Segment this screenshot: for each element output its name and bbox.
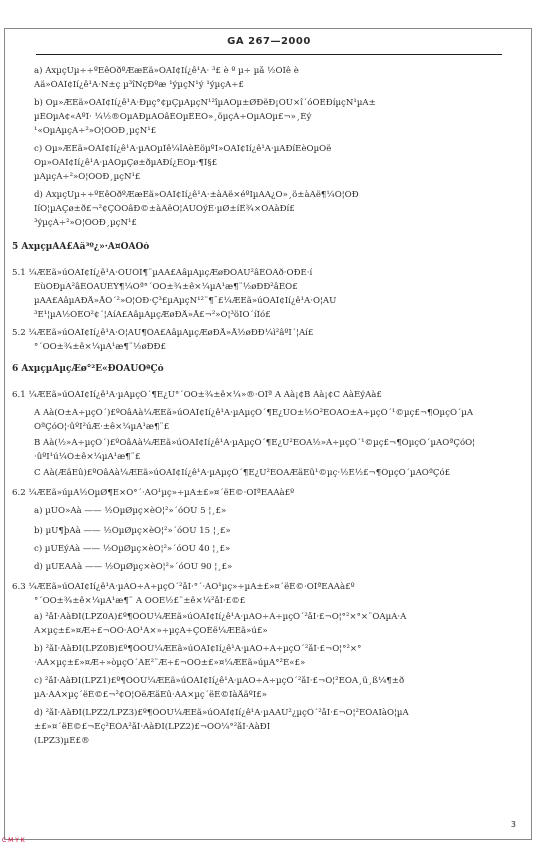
section-heading: 5 ÀxµçµÄÄ£Äâ³º¿»·À¤ÒÃÕó: [12, 242, 150, 252]
text-line: °´ÕÕ±¾±ê×¼µÄ¹æ¶¨ A ÖÖÊ½£¨±ê×¼²åÍ·£©£: [34, 596, 246, 606]
text-line: 5.1 ¼ÆËã»úÒÀÎ¢Ïí¿ê¹Ä·ÓÚÓÎ¶¨µÄÄ£ÄâµÄµçÆøÐÔÄÜ²âÊÔÂð·ÖÐÈ·í: [12, 268, 313, 278]
text-line: À×µç±£»¤Æ÷£¬ÒÔ·ÀÖ¹À×»÷µçÁ÷ÇÖÈë¼ÆËã»ú£»: [34, 626, 268, 636]
header-rule: [36, 54, 502, 55]
text-line: 6.2 ¼ÆËã»úµÄ½ÓµØ¶Ë×Ó°´·ÀÖ¹µç»÷µÄ±£»¤´ëÊ©·ÖÎªËÄÀà£º: [12, 488, 295, 498]
text-line: d) µÚËÄÀà —— ½ÓµØµç×èÓ¦²»´óÓÚ 90 ¦¸£»: [34, 562, 233, 572]
text-line: ±£»¤´ëÊ©£¬Èç²ÉÓÃ²åÍ·ÀàÐÍ(LPZ2)£¬ÒÔ¼°²åÍ·ÀàÐÍ: [34, 722, 271, 732]
text-line: b) ²åÍ·ÀàÐÍ(LPZ0B)£º¶ÔÓÚ¼ÆËã»úÒÀÎ¢Ïí¿ê¹Ä·µÄÖ÷Á÷µçÔ´²åÍ·£¬Ó¦°²×°: [34, 644, 362, 654]
text-line: a) ÀxµçÜµ÷÷ºËêÓðºÆæÈä»ÒÀÎ¢Ïí¿ê¹Ä· ³£ è º µ÷ µå ½ÔÎê è: [34, 66, 299, 76]
text-line: ËùÓÐµÄ²âÊÔÄÚÈÝ¶¼Òª°´ÕÕ±¾±ê×¼µÄ¹æ¶¨½øÐÐ²âÊÔ£: [34, 282, 298, 292]
page-number: 3: [510, 820, 516, 829]
text-line: a) µÚÒ»Àà —— ½ÓµØµç×èÓ¦²»´óÓÚ 5 ¦¸£»: [34, 506, 227, 516]
text-line: µÊÖµÀ¢«ÀºÎ· ¼½®ÖµÄÐµÄÕâÈÖµÊËÒ»¸öµçÁ÷ÕµÄÖµ£¬»¸Èý: [34, 112, 312, 122]
text-line: µÄ·ÀÀ×µç´ëÊ©£¬²¢Ó¦ÓëÆäËû·ÀÀ×µç´ëÊ©ÏàÅäºÏ£»: [34, 690, 267, 700]
text-line: 6.3 ¼ÆËã»úÒÀÎ¢Ïí¿ê¹Ä·µÄÖ÷Á÷µçÔ´²åÍ·°´·ÀÖ¹µç»÷µÄ±£»¤´ëÊ©·ÖÎªËÄÀà£º: [12, 582, 355, 592]
text-line: 6.1 ¼ÆËã»úÒÀÎ¢Ïí¿ê¹Ä·µÄµçÔ´¶Ë¿Ú°´ÕÕ±¾±ê×¼»®·ÖÎª A Àà¡¢B Àà¡¢C ÀàÈýÀà£: [12, 390, 382, 400]
text-line: µÄÄ£ÄâµÄÐÅ»ÅÔ´²»Ó¦ÓÐ·Ç³£µÄµçÑ¹²¨¶¯£¼ÆËã»úÒÀÎ¢Ïí¿ê¹Ä·Ó¦ÄÜ: [34, 296, 337, 306]
text-line: ³É¹¦µÄ½ÓÊÕ²¢´¦ÀíÄ£ÄâµÄµçÆøÐÅ»Å£¬²»Ó¦³öÏÖ´íÎó£: [34, 310, 271, 320]
text-line: ÏíÓ¦µÄÇø±ð£¬²¢ÇÒÕâÐ©±àÂëÓ¦ÄÜÕýÈ·µØ±íÊ¾×ÓÀàÐí£: [34, 204, 295, 214]
text-line: Ää»ÒÀÎ¢Ïí¿ê¹Ä·Ñ±ç µ³îÑçÐºæ ¹ýµçÑ¹ý ¹ýµçÄ÷£: [34, 80, 244, 90]
text-line: B Àà(½»Á÷µçÔ´)£ºÕâÀà¼ÆËã»úÒÀÎ¢Ïí¿ê¹Ä·µÄµçÔ´¶Ë¿Ú²ÉÓÃ½»Á÷µçÔ´¹©µç£¬¶ÔµçÔ´µÄÒªÇóÓ¦: [34, 438, 476, 448]
text-line: C Àà(ÆäËû)£ºÕâÀà¼ÆËã»úÒÀÎ¢Ïí¿ê¹Ä·µÄµçÔ´¶Ë¿Ú²ÉÓÃÆäËû¹©µç·½Ê½£¬¶ÔµçÔ´µÄÒªÇó£: [34, 468, 451, 478]
text-line: b) µÚ¶þÀà —— ½ÓµØµç×èÓ¦²»´óÓÚ 15 ¦¸£»: [34, 526, 231, 536]
text-line: µÄµçÁ÷²»Ó¦ÓÖÐ¸µçÑ¹£: [34, 172, 141, 182]
text-line: A Àà(Ö±Á÷µçÔ´)£ºÕâÀà¼ÆËã»úÒÀÎ¢Ïí¿ê¹Ä·µÄµçÔ´¶Ë¿ÚÖ±½Ó²ÉÓÃÖ±Á÷µçÔ´¹©µç£¬¶ÔµçÔ´µÄ: [34, 408, 474, 418]
text-line: ·ûºÏ¹ú¼Ò±ê×¼µÄ¹æ¶¨£: [34, 452, 141, 462]
text-line: (LPZ3)µÈ£®: [34, 736, 90, 746]
text-line: d) ÀxµçÜµ÷÷ºËêÓðºÆæÈä»ÒÀÎ¢Ïí¿ê¹Ä·±àÂë×éºÏµÄÃ¿Ò»¸ö±àÂë¶¼Ó¦ÓÐ: [34, 190, 359, 200]
text-line: ·ÀÀ×µç±£»¤Æ÷»òµçÔ´ÂË²¨Æ÷£¬ÒÔ±£»¤¼ÆËã»úµÄ°²È«£»: [34, 658, 306, 668]
text-line: °´ÕÕ±¾±ê×¼µÄ¹æ¶¨½øÐÐ£: [34, 342, 166, 352]
text-line: c) ²åÍ·ÀàÐÍ(LPZ1)£º¶ÔÓÚ¼ÆËã»úÒÀÎ¢Ïí¿ê¹Ä·µÄÖ÷Á÷µçÔ´²åÍ·£¬Ó¦²ÉÓÃ¸ü¸ß¼¶±ð: [34, 676, 405, 686]
text-line: Öµ»ÒÀÎ¢Ïí¿ê¹Ä·µÄÖµÇø±ðµÄÐí¿ÉÖµ·¶Î§£: [34, 158, 218, 168]
text-line: ¹«ÖµÄµçÁ÷²»Ó¦ÓÖÐ¸µçÑ¹£: [34, 126, 157, 136]
print-registration-mark: C M Y K: [2, 837, 25, 844]
text-line: b) Öµ»ÆÈä»ÒÀÎ¢Ïí¿ê¹Ä·Ðµç°¢µÇµÄµçÑ¹²îµÄÖµ±ØÐëÐ¡ÓÚ×î´óÔÊÐíµçÑ¹µÄ±: [34, 98, 376, 108]
section-heading: 6 ÀxµçµÄµçÆø°²È«ÐÔÄÜÒªÇó: [12, 364, 164, 374]
text-line: ³ýµçÁ÷²»Ó¦ÓÖÐ¸µçÑ¹£: [34, 218, 137, 228]
text-line: a) ²åÍ·ÀàÐÍ(LPZ0A)£º¶ÔÓÚ¼ÆËã»úÒÀÎ¢Ïí¿ê¹Ä·µÄÖ÷Á÷µçÔ´²åÍ·£¬Ó¦°²×°×¨ÓÃµÄ·À: [34, 612, 407, 622]
text-line: d) ²åÍ·ÀàÐÍ(LPZ2/LPZ3)£º¶ÔÓÚ¼ÆËã»úÒÀÎ¢Ïí¿ê¹Ä·µÄÄÚ²¿µçÔ´²åÍ·£¬Ó¦²ÉÓÃÏàÓ¦µÄ: [34, 708, 409, 718]
text-line: c) µÚÈýÀà —— ½ÓµØµç×èÓ¦²»´óÓÚ 40 ¦¸£»: [34, 544, 231, 554]
text-line: ÒªÇóÓ¦·ûºÏ²úÆ·±ê×¼µÄ¹æ¶¨£: [34, 422, 170, 432]
standard-code-header: GA 267—2000: [227, 36, 311, 47]
text-line: 5.2 ¼ÆËã»úÒÀÎ¢Ïí¿ê¹Ä·Ó¦ÄÜ¶ÔÄ£ÄâµÄµçÆøÐÅ»Å½øÐÐ¼ì²âºÍ´¦Àí£: [12, 328, 314, 338]
text-line: c) Öµ»ÆÈä»ÒÀÎ¢Ïí¿ê¹Ä·µÄÖµÎê¼îÃèÊöµºÍ»ÒÀÎ¢Ïí¿ê¹Ä·µÄÐíÉèÖµÓë: [34, 144, 332, 154]
